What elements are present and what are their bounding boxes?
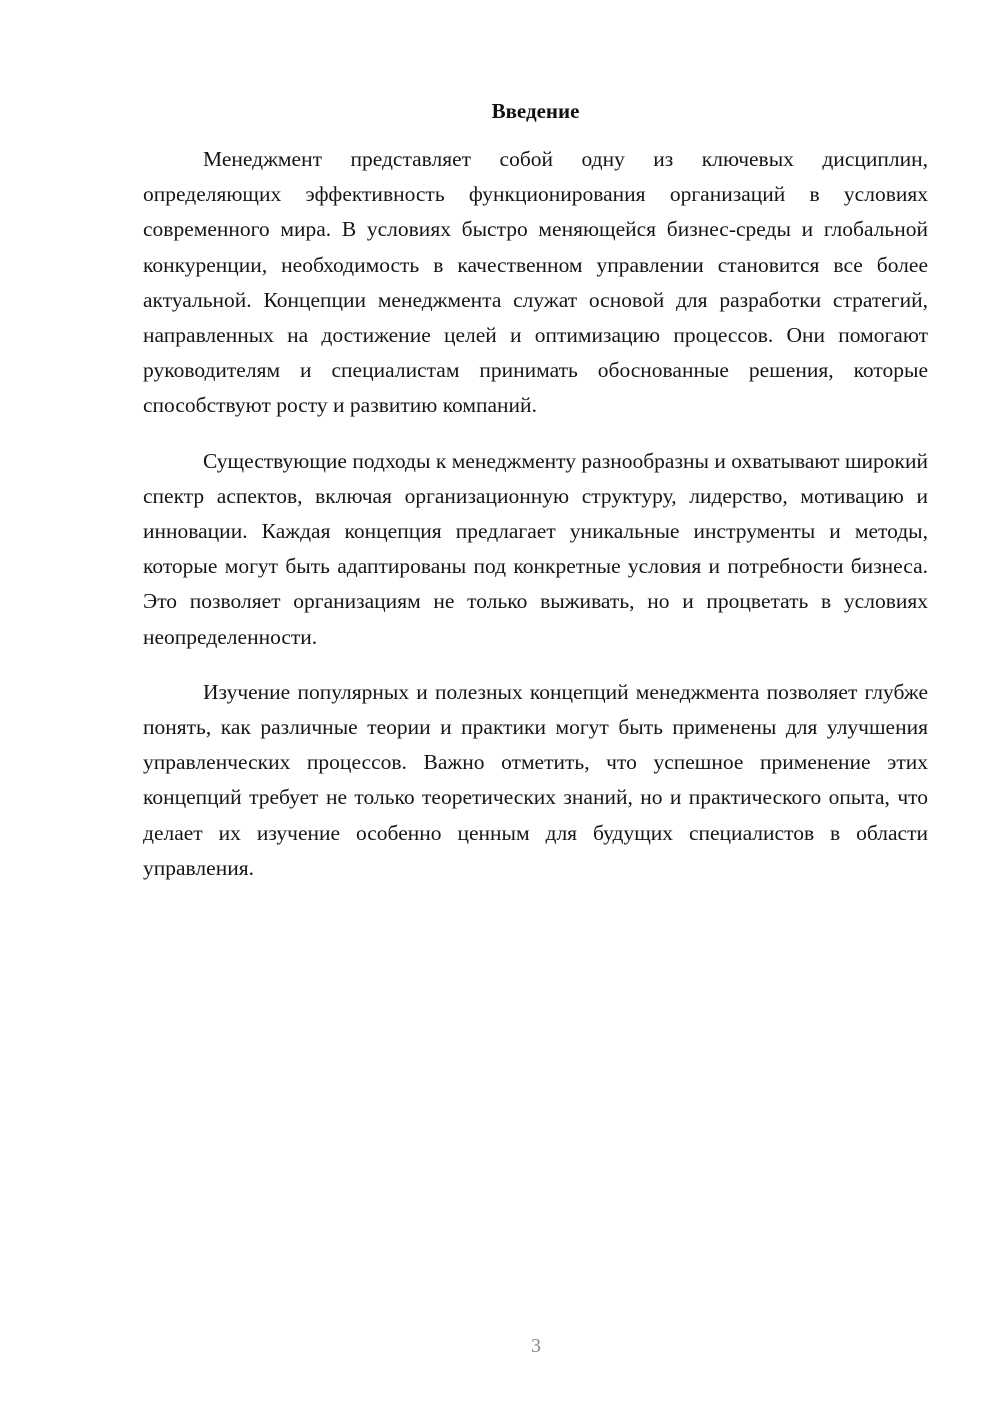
body-text	[143, 142, 928, 906]
paragraph-1: Менеджмент представляет собой одну из ключевых дисциплин, определяющих эффективность функционирования организаций в условиях современного мира. В условиях быстро меняющейся бизнес-среды и глобальной конкуренции, необходимость в качественном управлении становится все более актуальной. Концепции менеджмента служат основой для разработки стратегий, направленных на достижение целей и оптимизацию процессов. Они помогают руководителям и специалистам принимать обоснованные решения, которые способствуют росту и развитию компаний.	[143, 147, 928, 418]
page-number: 3	[531, 1335, 541, 1357]
section-title: Введение	[491, 99, 580, 123]
paragraph-2: Существующие подходы к менеджменту разнообразны и охватывают широкий спектр аспектов, включая организационную структуру, лидерство, мотивацию и инновации. Каждая концепция предлагает уникальные инструменты и методы, которые могут быть адаптированы под конкретные условия и потребности бизнеса. Это позволяет организациям не только выживать, но и процветать в условиях неопределенности.	[143, 448, 928, 649]
paragraph-3: Изучение популярных и полезных концепций менеджмента позволяет глубже понять, как различные теории и практики могут быть применены для улучшения управленческих процессов. Важно отметить, что успешное применение этих концепций требует не только теоретических знаний, но и практического опыта, что делает их изучение особенно ценным для будущих специалистов в области управления.	[143, 679, 928, 880]
